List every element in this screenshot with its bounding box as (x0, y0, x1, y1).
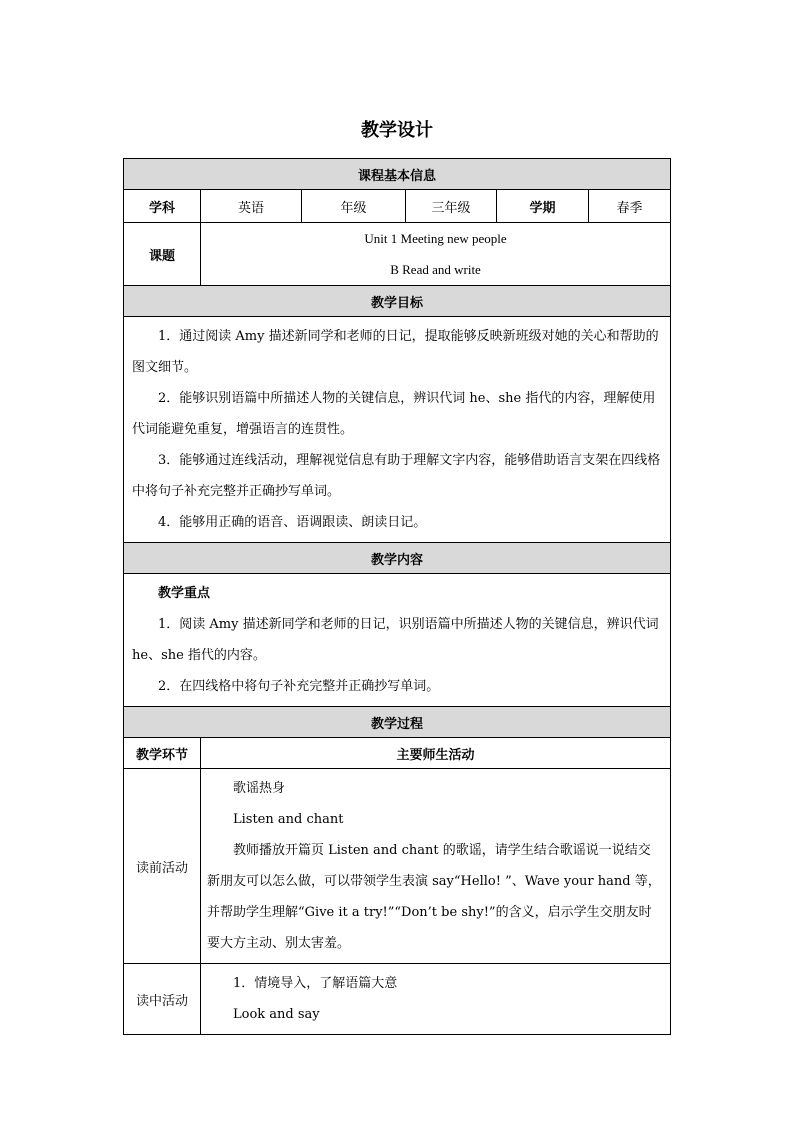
stage-activities (201, 769, 671, 964)
objective-item: 4．能够用正确的语音、语调跟读、朗读日记。 (158, 515, 427, 530)
grade-value: 三年级 (406, 190, 497, 223)
activity-column-header: 主要师生活动 (201, 738, 671, 769)
content-body (124, 574, 671, 707)
objective-item: 3．能够通过连线活动，理解视觉信息有助于理解文字内容，能够借助语言支架在四线格中将句子补充完整并正确抄写单词。 (132, 453, 661, 499)
stage-column-header: 教学环节 (124, 738, 201, 769)
activity-line: Listen and chant (233, 812, 344, 827)
process-header: 教学过程 (124, 707, 671, 738)
topic-value (201, 223, 671, 286)
subject-value: 英语 (201, 190, 302, 223)
subject-label: 学科 (124, 190, 201, 223)
term-value: 春季 (589, 190, 671, 223)
focus-label: 教学重点 (158, 586, 211, 601)
page-title: 教学设计 (361, 120, 433, 141)
topic-line-1: Unit 1 Meeting new people (364, 231, 507, 246)
objectives-header: 教学目标 (124, 286, 671, 317)
topic-label: 课题 (124, 223, 201, 286)
objective-item: 1．通过阅读 Amy 描述新同学和老师的日记，提取能够反映新班级对她的关心和帮助的图文细节。 (132, 329, 659, 375)
content-item: 1．阅读 Amy 描述新同学和老师的日记，识别语篇中所描述人物的关键信息，辨识代词 he、she 指代的内容。 (132, 617, 659, 663)
activity-line: 1．情境导入，了解语篇大意 (233, 976, 398, 991)
objective-item: 2．能够识别语篇中所描述人物的关键信息，辨识代词 he、she 指代的内容，理解使用代词能避免重复，增强语言的连贯性。 (132, 391, 656, 437)
stage-name: 读前活动 (124, 769, 201, 964)
objectives-body (124, 317, 671, 543)
stage-activities (201, 964, 671, 1035)
stage-name: 读中活动 (124, 964, 201, 1035)
content-header: 教学内容 (124, 543, 671, 574)
content-item: 2．在四线格中将句子补充完整并正确抄写单词。 (158, 679, 440, 694)
grade-label: 年级 (302, 190, 406, 223)
lesson-plan-table (123, 158, 671, 1035)
activity-line: 歌谣热身 (233, 781, 286, 796)
activity-line: Look and say (233, 1007, 320, 1022)
term-label: 学期 (497, 190, 589, 223)
topic-line-2: B Read and write (390, 262, 481, 277)
basic-info-header: 课程基本信息 (124, 159, 671, 190)
activity-line: 教师播放开篇页 Listen and chant 的歌谣，请学生结合歌谣说一说结交新朋友可以怎么做，可以带领学生表演 say“Hello! ”、Wave your hand 等，并帮助学生理解“Give it a try!”“Don’t be shy!”的含义，启示学生交朋友时要大方主动、别太害羞。 (207, 843, 661, 951)
